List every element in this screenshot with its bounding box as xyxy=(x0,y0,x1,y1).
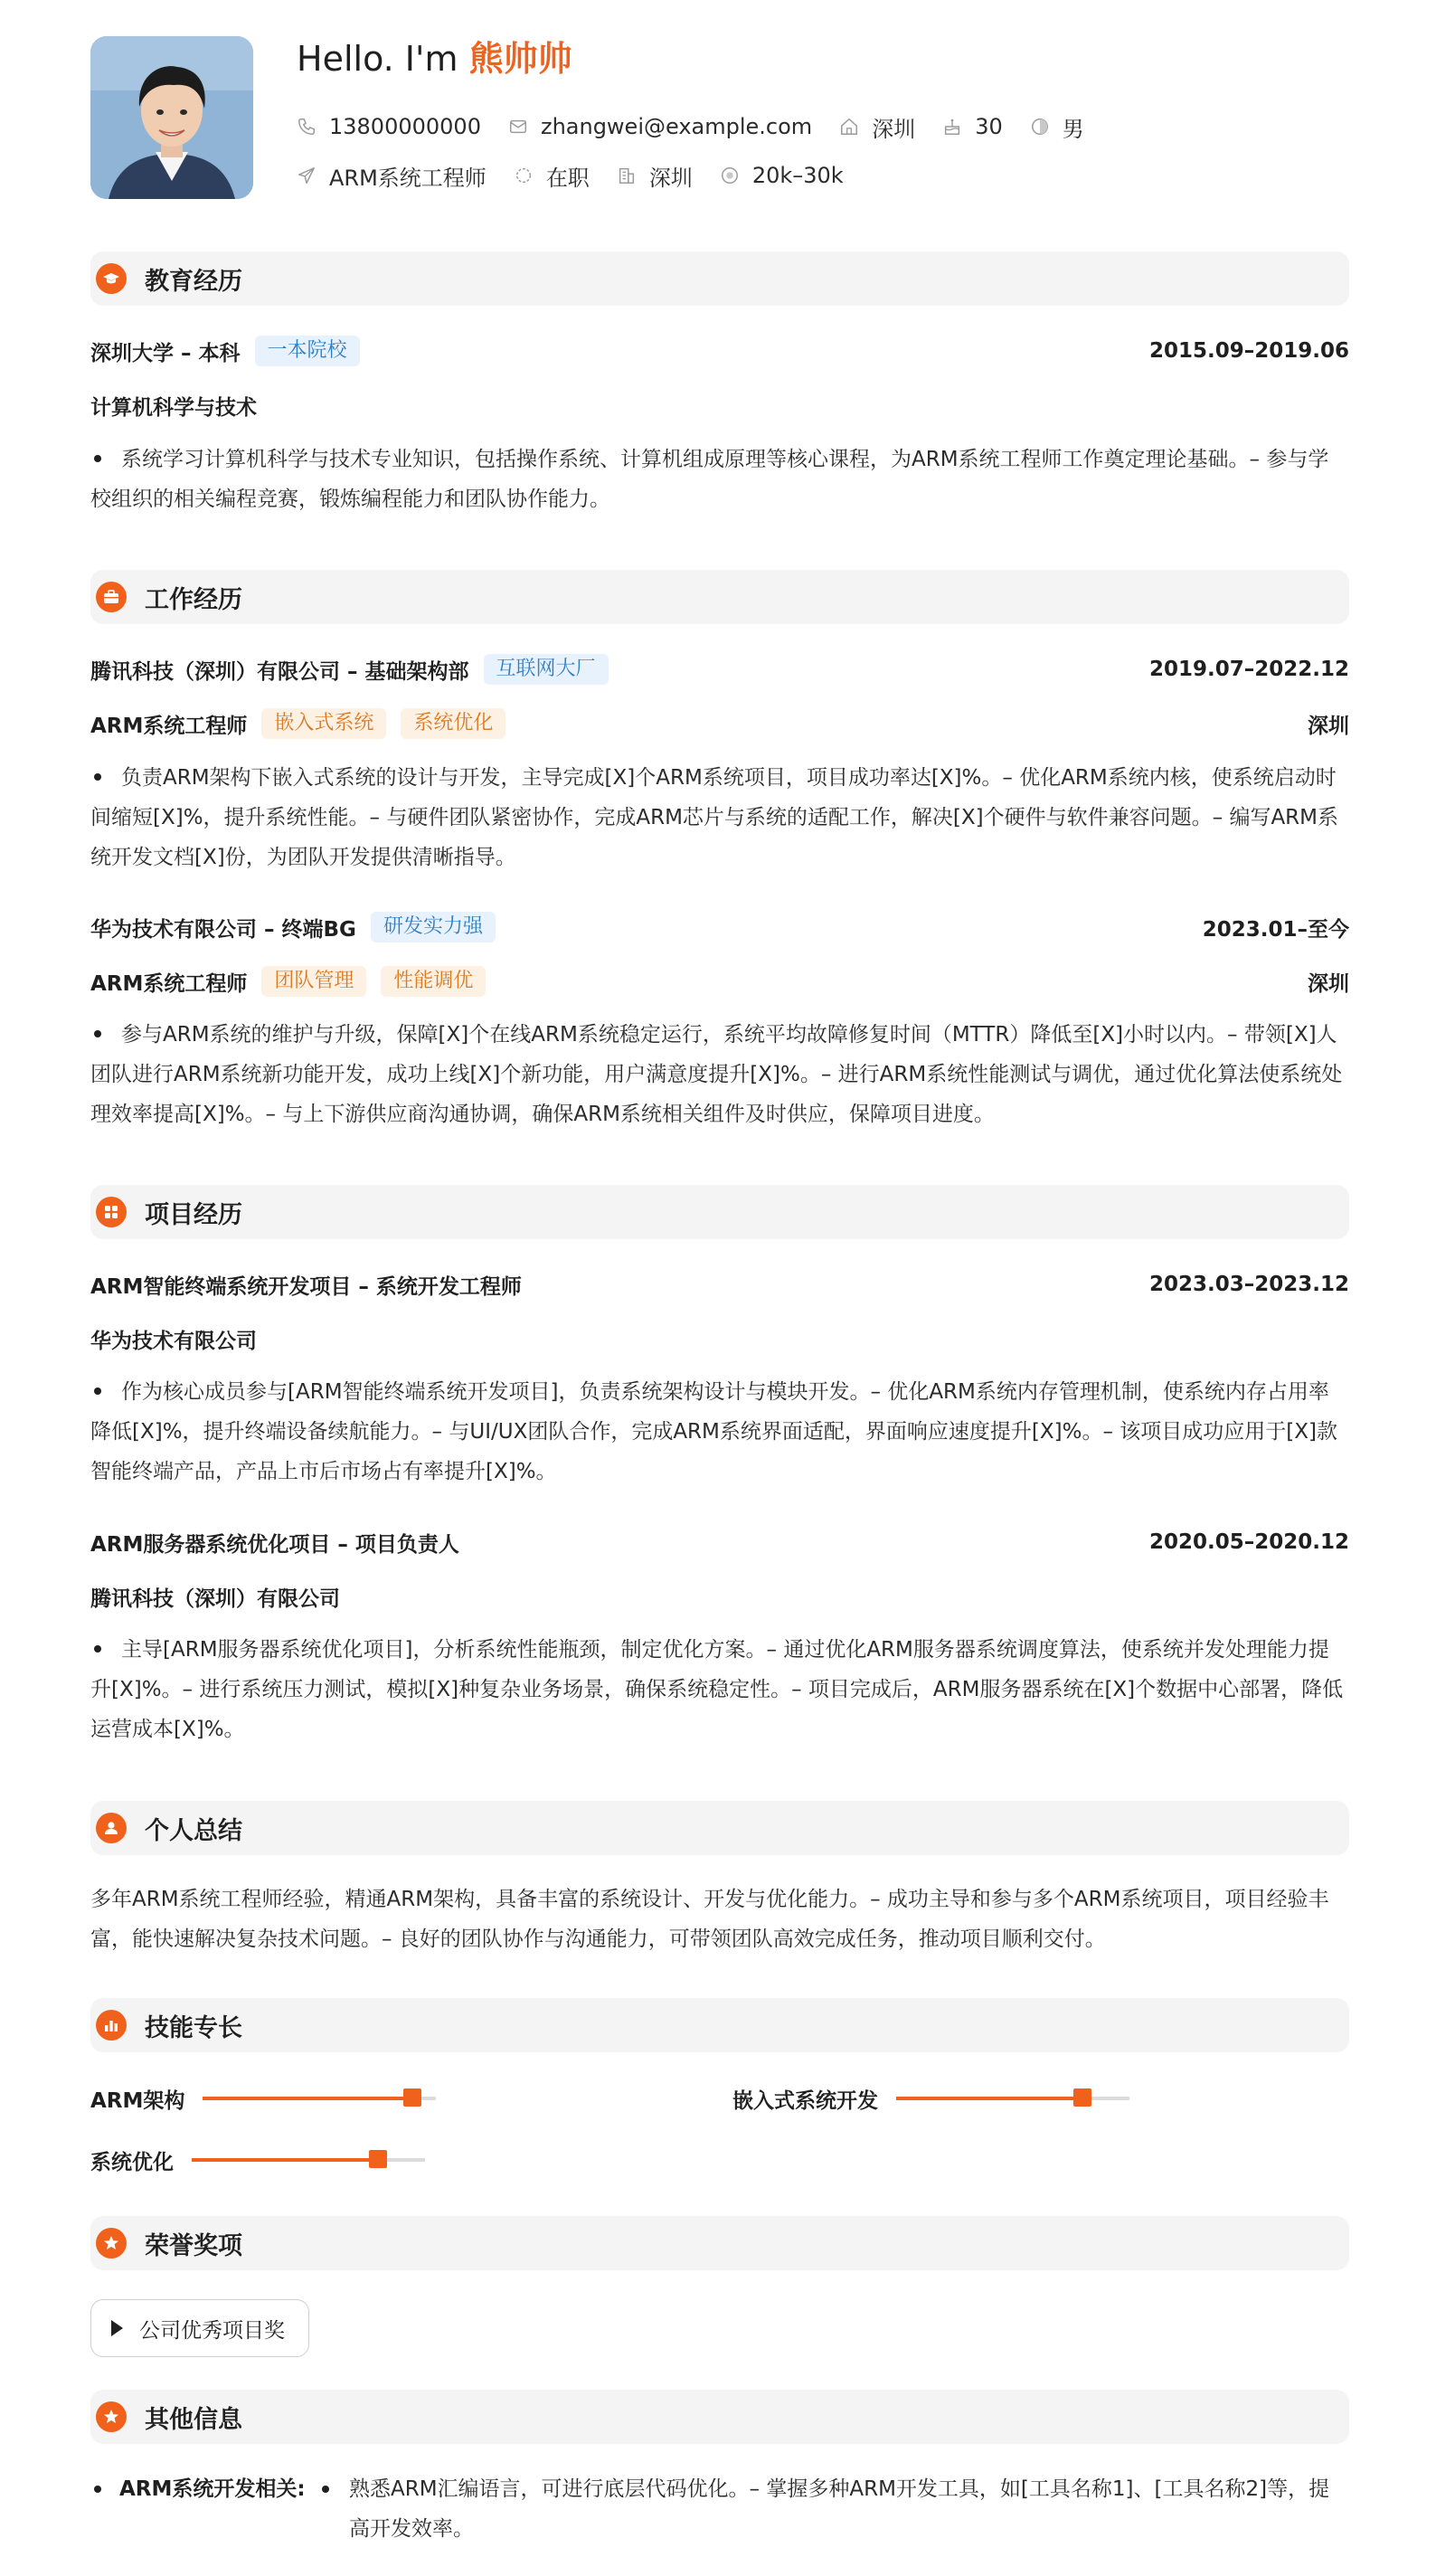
work-2-tag-1: 团队管理 xyxy=(261,966,366,997)
project-2-date: 2020.05–2020.12 xyxy=(1148,1530,1349,1554)
status-icon xyxy=(514,166,534,185)
email-text: zhangwei@example.com xyxy=(540,114,813,139)
person-icon xyxy=(96,1813,127,1843)
bullet-dot xyxy=(94,1387,101,1395)
age-text: 30 xyxy=(975,114,1003,139)
phone-icon xyxy=(297,117,316,137)
project-1-company-line xyxy=(90,1321,1349,1357)
bullet-dot xyxy=(322,2486,329,2493)
gender-icon xyxy=(1030,117,1050,137)
project-1-company: 华为技术有限公司 xyxy=(90,1329,257,1353)
city-item xyxy=(839,111,915,143)
work-1-desc-text: 负责ARM架构下嵌入式系统的设计与开发，主导完成[X]个ARM系统项目，项目成功率达[X]%。– 优化ARM系统内核，使系统启动时间缩短[X]%，提升系统性能。– 与硬件团队紧密协作，完成ARM芯片与系统的适配工作，解决[X]个硬件与软件兼容问题。– 编写ARM系统开发文档[X]份，为团队开发提供清晰指导。 xyxy=(90,766,1338,869)
salary-text: 20k–30k xyxy=(751,163,844,188)
bullet-dot xyxy=(94,1030,101,1037)
education-tag: 一本院校 xyxy=(255,336,360,366)
city-text: 深圳 xyxy=(872,116,916,142)
work-2-tag-2: 性能调优 xyxy=(381,966,486,997)
work-1-date: 2019.07–2022.12 xyxy=(1148,658,1349,681)
work-title: 工作经历 xyxy=(145,585,242,614)
education-major: 计算机科学与技术 xyxy=(90,395,257,420)
education-desc xyxy=(90,440,1349,519)
work-city-item xyxy=(617,160,693,192)
work-2-role-line xyxy=(90,963,1349,999)
job-text: ARM系统工程师 xyxy=(329,165,487,191)
job-item xyxy=(297,160,487,192)
honors-title: 荣誉奖项 xyxy=(145,2231,242,2260)
graduation-cap-icon xyxy=(96,263,127,294)
work-1-role-line xyxy=(90,706,1349,742)
skill-bar xyxy=(192,2158,425,2162)
avatar-photo xyxy=(90,36,253,199)
education-title: 教育经历 xyxy=(145,267,242,296)
education-school: 深圳大学 – 本科 xyxy=(90,341,241,365)
work-1-role: ARM系统工程师 xyxy=(90,714,248,738)
skill-arm-architecture xyxy=(90,2080,436,2117)
education-school-line xyxy=(90,333,1349,369)
work-1-company-line xyxy=(90,651,1349,687)
award-icon xyxy=(96,2228,127,2259)
phone-text: 13800000000 xyxy=(329,114,481,139)
project-1-title-line xyxy=(90,1266,1349,1302)
chart-icon xyxy=(96,2010,127,2041)
project-2-desc-text: 主导[ARM服务器系统优化项目]，分析系统性能瓶颈，制定优化方案。– 通过优化ARM服务器系统调度算法，使系统并发处理能力提升[X]%。– 进行系统压力测试，模拟[X]种复杂业务场景，确保系统稳定性。– 项目完成后，ARM服务器系统在[X]个数据中心部署，降低运营成本[X]%。 xyxy=(90,1638,1344,1741)
work-2-role: ARM系统工程师 xyxy=(90,971,248,996)
gender-text: 男 xyxy=(1062,116,1084,142)
honor-label: 公司优秀项目奖 xyxy=(139,2318,285,2343)
email-icon xyxy=(508,117,528,137)
education-major-line xyxy=(90,387,1349,423)
summary-section-header xyxy=(90,1801,1349,1855)
project-1-title: ARM智能终端系统开发项目 – 系统开发工程师 xyxy=(90,1274,522,1299)
info-icon xyxy=(96,2401,127,2432)
education-date: 2015.09–2019.06 xyxy=(1148,339,1349,363)
honor-item[interactable] xyxy=(90,2299,309,2357)
skill-knob xyxy=(1073,2088,1091,2107)
skill-label: 系统优化 xyxy=(90,2150,174,2174)
skill-bar xyxy=(896,2097,1129,2100)
home-icon xyxy=(839,117,859,137)
gender-item xyxy=(1030,111,1084,143)
briefcase-icon xyxy=(96,582,127,612)
project-2-desc xyxy=(90,1630,1349,1749)
project-2-company: 腾讯科技（深圳）有限公司 xyxy=(90,1586,340,1611)
skill-fill xyxy=(192,2158,378,2162)
salary-item xyxy=(720,163,844,188)
other-title: 其他信息 xyxy=(145,2405,242,2434)
skill-label: 嵌入式系统开发 xyxy=(732,2088,878,2113)
coin-icon xyxy=(720,166,740,185)
work-1-desc xyxy=(90,758,1349,877)
project-1-desc xyxy=(90,1372,1349,1492)
email-item xyxy=(508,114,812,139)
education-section-header xyxy=(90,251,1349,306)
bullet-dot xyxy=(94,1645,101,1653)
greeting-text: Hello. I'm xyxy=(297,39,458,79)
status-text: 在职 xyxy=(545,165,590,191)
bullet-dot xyxy=(94,455,101,462)
project-1-desc-text: 作为核心成员参与[ARM智能终端系统开发项目]，负责系统架构设计与模块开发。– 优化ARM系统内存管理机制，使系统内存占用率降低[X]%，提升终端设备续航能力。– 与UI/UX团队合作，完成ARM系统界面适配，界面响应速度提升[X]%。– 该项目成功应用于[X]款智能终端产品，产品上市后市场占有率提升[X]%。 xyxy=(90,1380,1337,1483)
work-2-company: 华为技术有限公司 – 终端BG xyxy=(90,917,356,942)
summary-text: 多年ARM系统工程师经验，精通ARM架构，具备丰富的系统设计、开发与优化能力。– 成功主导和参与多个ARM系统项目，项目经验丰富，能快速解决复杂技术问题。– 良好的团队协作与沟通能力，可带领团队高效完成任务，推动项目顺利交付。 xyxy=(90,1888,1329,1951)
phone-item xyxy=(297,114,481,139)
education-desc-text: 系统学习计算机科学与技术专业知识，包括操作系统、计算机组成原理等核心课程，为ARM系统工程师工作奠定理论基础。– 参与学校组织的相关编程竞赛，锻炼编程能力和团队协作能力。 xyxy=(90,448,1329,511)
bullet-dot xyxy=(94,2486,101,2493)
project-2-title-line xyxy=(90,1524,1349,1560)
paper-plane-icon xyxy=(297,166,316,185)
skill-knob xyxy=(403,2088,421,2107)
work-1-city: 深圳 xyxy=(1308,714,1349,738)
skill-embedded-dev xyxy=(732,2080,1129,2117)
greeting-heading xyxy=(297,36,572,81)
skills-title: 技能专长 xyxy=(145,2013,242,2042)
skills-section-header xyxy=(90,1998,1349,2052)
skill-system-optimization xyxy=(90,2142,425,2178)
work-1-company: 腾讯科技（深圳）有限公司 – 基础架构部 xyxy=(90,659,469,684)
work-1-tag-2: 系统优化 xyxy=(401,708,505,739)
project-1-date: 2023.03–2023.12 xyxy=(1148,1273,1349,1296)
skill-fill xyxy=(203,2097,412,2100)
work-2-city: 深圳 xyxy=(1308,971,1349,996)
work-2-date: 2023.01–至今 xyxy=(1202,917,1349,942)
work-section-header xyxy=(90,570,1349,624)
resume-header xyxy=(90,36,1349,199)
other-item xyxy=(90,2469,1349,2556)
skill-knob xyxy=(369,2150,387,2168)
bullet-dot xyxy=(94,773,101,781)
age-item xyxy=(942,114,1003,139)
status-item xyxy=(514,160,590,192)
grid-icon xyxy=(96,1197,127,1227)
work-city-text: 深圳 xyxy=(648,165,693,191)
projects-title: 项目经历 xyxy=(145,1200,242,1229)
honors-section-header xyxy=(90,2216,1349,2270)
work-2-desc-text: 参与ARM系统的维护与升级，保障[X]个在线ARM系统稳定运行，系统平均故障修复时间（MTTR）降低至[X]小时以内。– 带领[X]人团队进行ARM系统新功能开发，成功上线[X]个新功能，用户满意度提升[X]%。– 进行ARM系统性能测试与调优，通过优化算法使系统处理效率提高[X]%。– 与上下游供应商沟通协调，确保ARM系统相关组件及时供应，保障项目进度。 xyxy=(90,1023,1343,1126)
work-1-company-tag: 互联网大厂 xyxy=(484,654,609,685)
work-1-tag-1: 嵌入式系统 xyxy=(261,708,386,739)
job-row xyxy=(297,159,871,192)
candidate-name: 熊帅帅 xyxy=(468,39,572,79)
avatar xyxy=(90,36,253,199)
skill-label: ARM架构 xyxy=(90,2088,185,2113)
other-key: ARM系统开发相关: xyxy=(119,2477,306,2501)
project-2-company-line xyxy=(90,1578,1349,1615)
play-icon xyxy=(111,2320,123,2336)
work-2-company-line xyxy=(90,909,1349,945)
other-value: 熟悉ARM汇编语言，可进行底层代码优化。– 掌握多种ARM开发工具，如[工具名称1]、[工具名称2]等，提高开发效率。 xyxy=(349,2477,1330,2541)
skill-fill xyxy=(896,2097,1082,2100)
summary-title: 个人总结 xyxy=(145,1816,242,1845)
cake-icon xyxy=(942,117,962,137)
projects-section-header xyxy=(90,1185,1349,1239)
resume-page xyxy=(90,36,1349,2541)
contact-row xyxy=(297,110,1111,143)
work-2-desc xyxy=(90,1015,1349,1134)
building-icon xyxy=(617,166,637,185)
work-2-company-tag: 研发实力强 xyxy=(371,912,496,942)
other-section-header xyxy=(90,2390,1349,2444)
project-2-title: ARM服务器系统优化项目 – 项目负责人 xyxy=(90,1532,459,1557)
skill-bar xyxy=(203,2097,436,2100)
